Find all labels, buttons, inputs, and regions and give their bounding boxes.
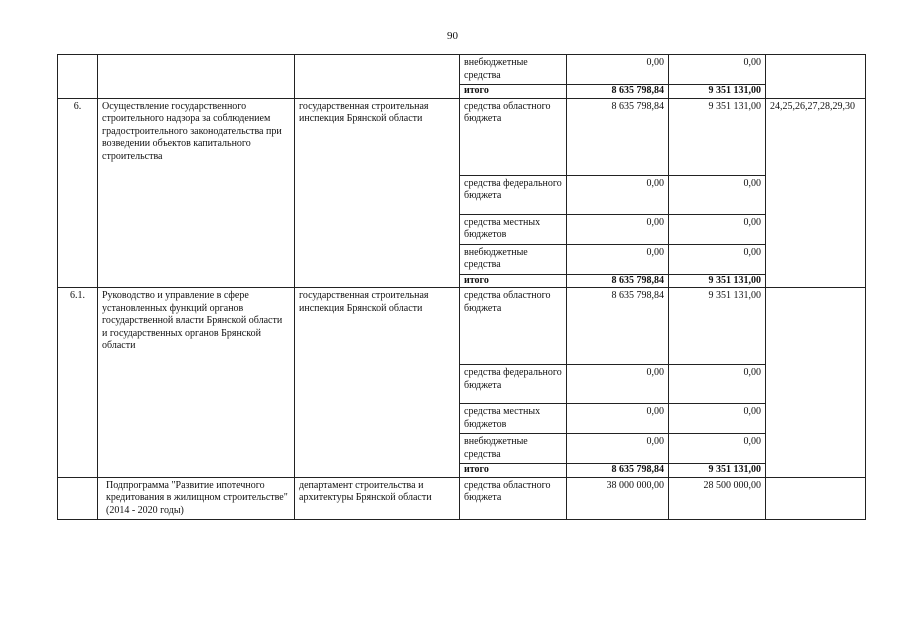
source-cell: средства местных бюджетов (460, 404, 567, 434)
value-2019-cell: 8 635 798,84 (567, 288, 669, 365)
value-2020-cell: 9 351 131,00 (669, 288, 766, 365)
table-row (58, 477, 866, 520)
num-cell: 6.1. (58, 288, 98, 478)
source-cell: внебюджетные средства (460, 55, 567, 85)
budget-table (57, 54, 866, 520)
value-2019-cell: 8 635 798,84 (567, 98, 669, 175)
source-cell: внебюджетные средства (460, 244, 567, 274)
value-2019-cell: 0,00 (567, 365, 669, 404)
source-cell: средства федерального бюджета (460, 175, 567, 214)
indicators-cell (766, 477, 866, 520)
value-2020-cell: 0,00 (669, 365, 766, 404)
executor-cell: государственная строительная инспекция Брянской области (295, 288, 460, 478)
source-cell: средства областного бюджета (460, 288, 567, 365)
value-2020-cell: 9 351 131,00 (669, 85, 766, 99)
table-row (58, 98, 866, 175)
value-2020-cell: 0,00 (669, 244, 766, 274)
num-cell (58, 477, 98, 520)
value-2020-cell: 0,00 (669, 434, 766, 464)
value-2020-cell: 28 500 000,00 (669, 477, 766, 520)
indicators-cell (766, 288, 866, 478)
table-row (58, 55, 866, 85)
source-cell: внебюджетные средства (460, 434, 567, 464)
value-2019-cell: 0,00 (567, 244, 669, 274)
value-2019-cell: 38 000 000,00 (567, 477, 669, 520)
value-2019-cell: 0,00 (567, 214, 669, 244)
page-number: 90 (447, 30, 458, 42)
value-2019-cell: 8 635 798,84 (567, 85, 669, 99)
value-2020-cell: 0,00 (669, 175, 766, 214)
source-cell: средства областного бюджета (460, 477, 567, 520)
value-2020-cell: 9 351 131,00 (669, 98, 766, 175)
executor-cell: департамент строительства и архитектуры Брянской области (295, 477, 460, 520)
source-cell: средства местных бюджетов (460, 214, 567, 244)
value-2019-cell: 0,00 (567, 55, 669, 85)
source-cell: итого (460, 274, 567, 288)
name-cell (98, 55, 295, 99)
value-2019-cell: 0,00 (567, 404, 669, 434)
value-2019-cell: 8 635 798,84 (567, 274, 669, 288)
executor-cell: государственная строительная инспекция Брянской области (295, 98, 460, 288)
value-2020-cell: 9 351 131,00 (669, 464, 766, 478)
value-2019-cell: 0,00 (567, 434, 669, 464)
num-cell (58, 55, 98, 99)
table-row (58, 288, 866, 365)
name-cell: Подпрограмма "Развитие ипотечного кредитования в жилищном строительстве" (2014 - 2020 годы) (98, 477, 295, 520)
executor-cell (295, 55, 460, 99)
indicators-cell (766, 55, 866, 99)
source-cell: средства федерального бюджета (460, 365, 567, 404)
name-cell: Осуществление государственного строительного надзора за соблюдением градостроительного законодательства при возведении объектов капитального строительства (98, 98, 295, 288)
value-2020-cell: 0,00 (669, 214, 766, 244)
value-2019-cell: 8 635 798,84 (567, 464, 669, 478)
value-2020-cell: 0,00 (669, 55, 766, 85)
value-2020-cell: 0,00 (669, 404, 766, 434)
indicators-cell: 24,25,26,27,28,29,30 (766, 98, 866, 288)
source-cell: итого (460, 85, 567, 99)
name-cell: Руководство и управление в сфере установленных функций органов государственной власти Брянской области и государственных органов Брянской области (98, 288, 295, 478)
value-2020-cell: 9 351 131,00 (669, 274, 766, 288)
source-cell: итого (460, 464, 567, 478)
source-cell: средства областного бюджета (460, 98, 567, 175)
value-2019-cell: 0,00 (567, 175, 669, 214)
num-cell: 6. (58, 98, 98, 288)
